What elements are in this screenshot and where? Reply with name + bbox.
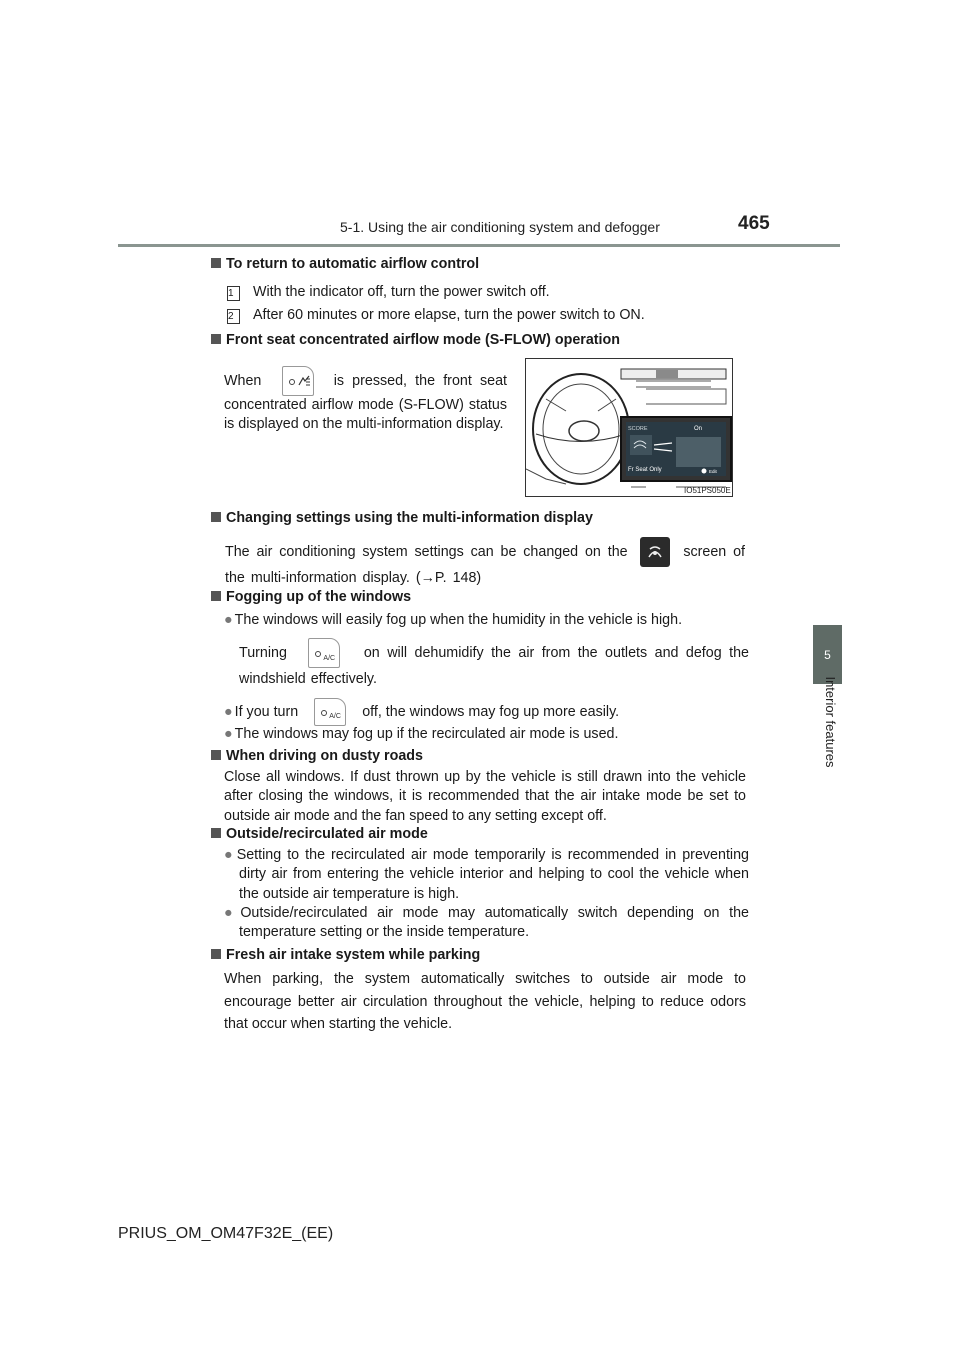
square-bullet-icon [211, 512, 221, 522]
outside-recirc-bullet-2: ● Outside/recirculated air mode may automatically switch depending on the temperature setting or the inside temperature. [224, 905, 749, 941]
illustration-caption: IO51PS050E [684, 486, 731, 495]
square-bullet-icon [211, 949, 221, 959]
document-code: PRIUS_OM_OM47F32E_(EE) [118, 1225, 334, 1242]
heading-fogging: Fogging up of the windows [211, 589, 411, 605]
heading-dusty: When driving on dusty roads [211, 748, 423, 764]
screen-on: On [694, 426, 703, 432]
climate-screen-icon [640, 537, 670, 567]
circle-bullet-icon: ● [224, 847, 235, 863]
circle-bullet-icon: ● [224, 726, 233, 742]
fogging-bullet-1: ● The windows will easily fog up when the humidity in the vehicle is high. [224, 612, 683, 628]
section-title: 5-1. Using the air conditioning system and defogger [340, 219, 660, 235]
ac-button-icon: A/C [314, 698, 346, 726]
square-bullet-icon [211, 258, 221, 268]
screen-edit: Edit [709, 469, 717, 474]
circle-bullet-icon: ● [224, 612, 233, 628]
step-number-2: 2 [227, 309, 240, 324]
circle-bullet-icon: ● [224, 905, 239, 921]
sflow-button-icon [282, 366, 314, 396]
screen-score: SCORE [628, 426, 648, 432]
square-bullet-icon [211, 334, 221, 344]
step-2: 2 After 60 minutes or more elapse, turn the power switch to ON. [228, 307, 645, 323]
chapter-label: Interior features [823, 676, 838, 768]
heading-fresh-air: Fresh air intake system while parking [211, 947, 480, 963]
step-1: 1 With the indicator off, turn the power switch off. [228, 284, 550, 300]
fogging-bullet-2: ● If you turn A/C off, the windows may fog up more easily. [224, 698, 749, 726]
screen-label: Fr Seat Only [628, 467, 662, 473]
fogging-turning: Turning A/C on will dehumidify the air from the outlets and defog the windshield effectively. [239, 638, 749, 691]
header-rule [118, 244, 840, 247]
dusty-text: Close all windows. If dust thrown up by the vehicle is still drawn into the vehicle after closing the windows, it is recommended that the air intake mode be set to outside air mode and the fan speed to any setting except off. [224, 769, 746, 824]
heading-change-settings: Changing settings using the multi-information display [211, 510, 593, 526]
square-bullet-icon [211, 750, 221, 760]
heading-sflow: Front seat concentrated airflow mode (S-FLOW) operation [211, 332, 620, 348]
step-number-1: 1 [227, 286, 240, 301]
sflow-illustration [525, 358, 733, 497]
outside-recirc-bullet-1: ● Setting to the recirculated air mode temporarily is recommended in preventing dirty air from entering the vehicle interior and helping to cool the vehicle when the outside air temperature is high. [224, 847, 749, 902]
square-bullet-icon [211, 591, 221, 601]
heading-return-auto: To return to automatic airflow control [211, 256, 479, 272]
square-bullet-icon [211, 828, 221, 838]
sflow-text: When is pressed, the front seat concentrated airflow mode (S-FLOW) status is displayed on the multi-information display. [224, 366, 507, 435]
heading-outside-recirc: Outside/recirculated air mode [211, 826, 428, 842]
circle-bullet-icon: ● [224, 703, 233, 720]
fogging-bullet-3: ● The windows may fog up if the recirculated air mode is used. [224, 726, 619, 742]
change-settings-text: The air conditioning system settings can be changed on the screen of the multi-information display. (→P. 148) [225, 537, 745, 590]
chapter-tab: 5 [813, 625, 842, 684]
fresh-air-text: When parking, the system automatically switches to outside air mode to encourage better air circulation throughout the vehicle, helping to reduce odors that occur when starting the vehicle. [224, 971, 746, 1032]
page-number: 465 [738, 213, 770, 234]
ac-button-icon: A/C [308, 638, 340, 668]
